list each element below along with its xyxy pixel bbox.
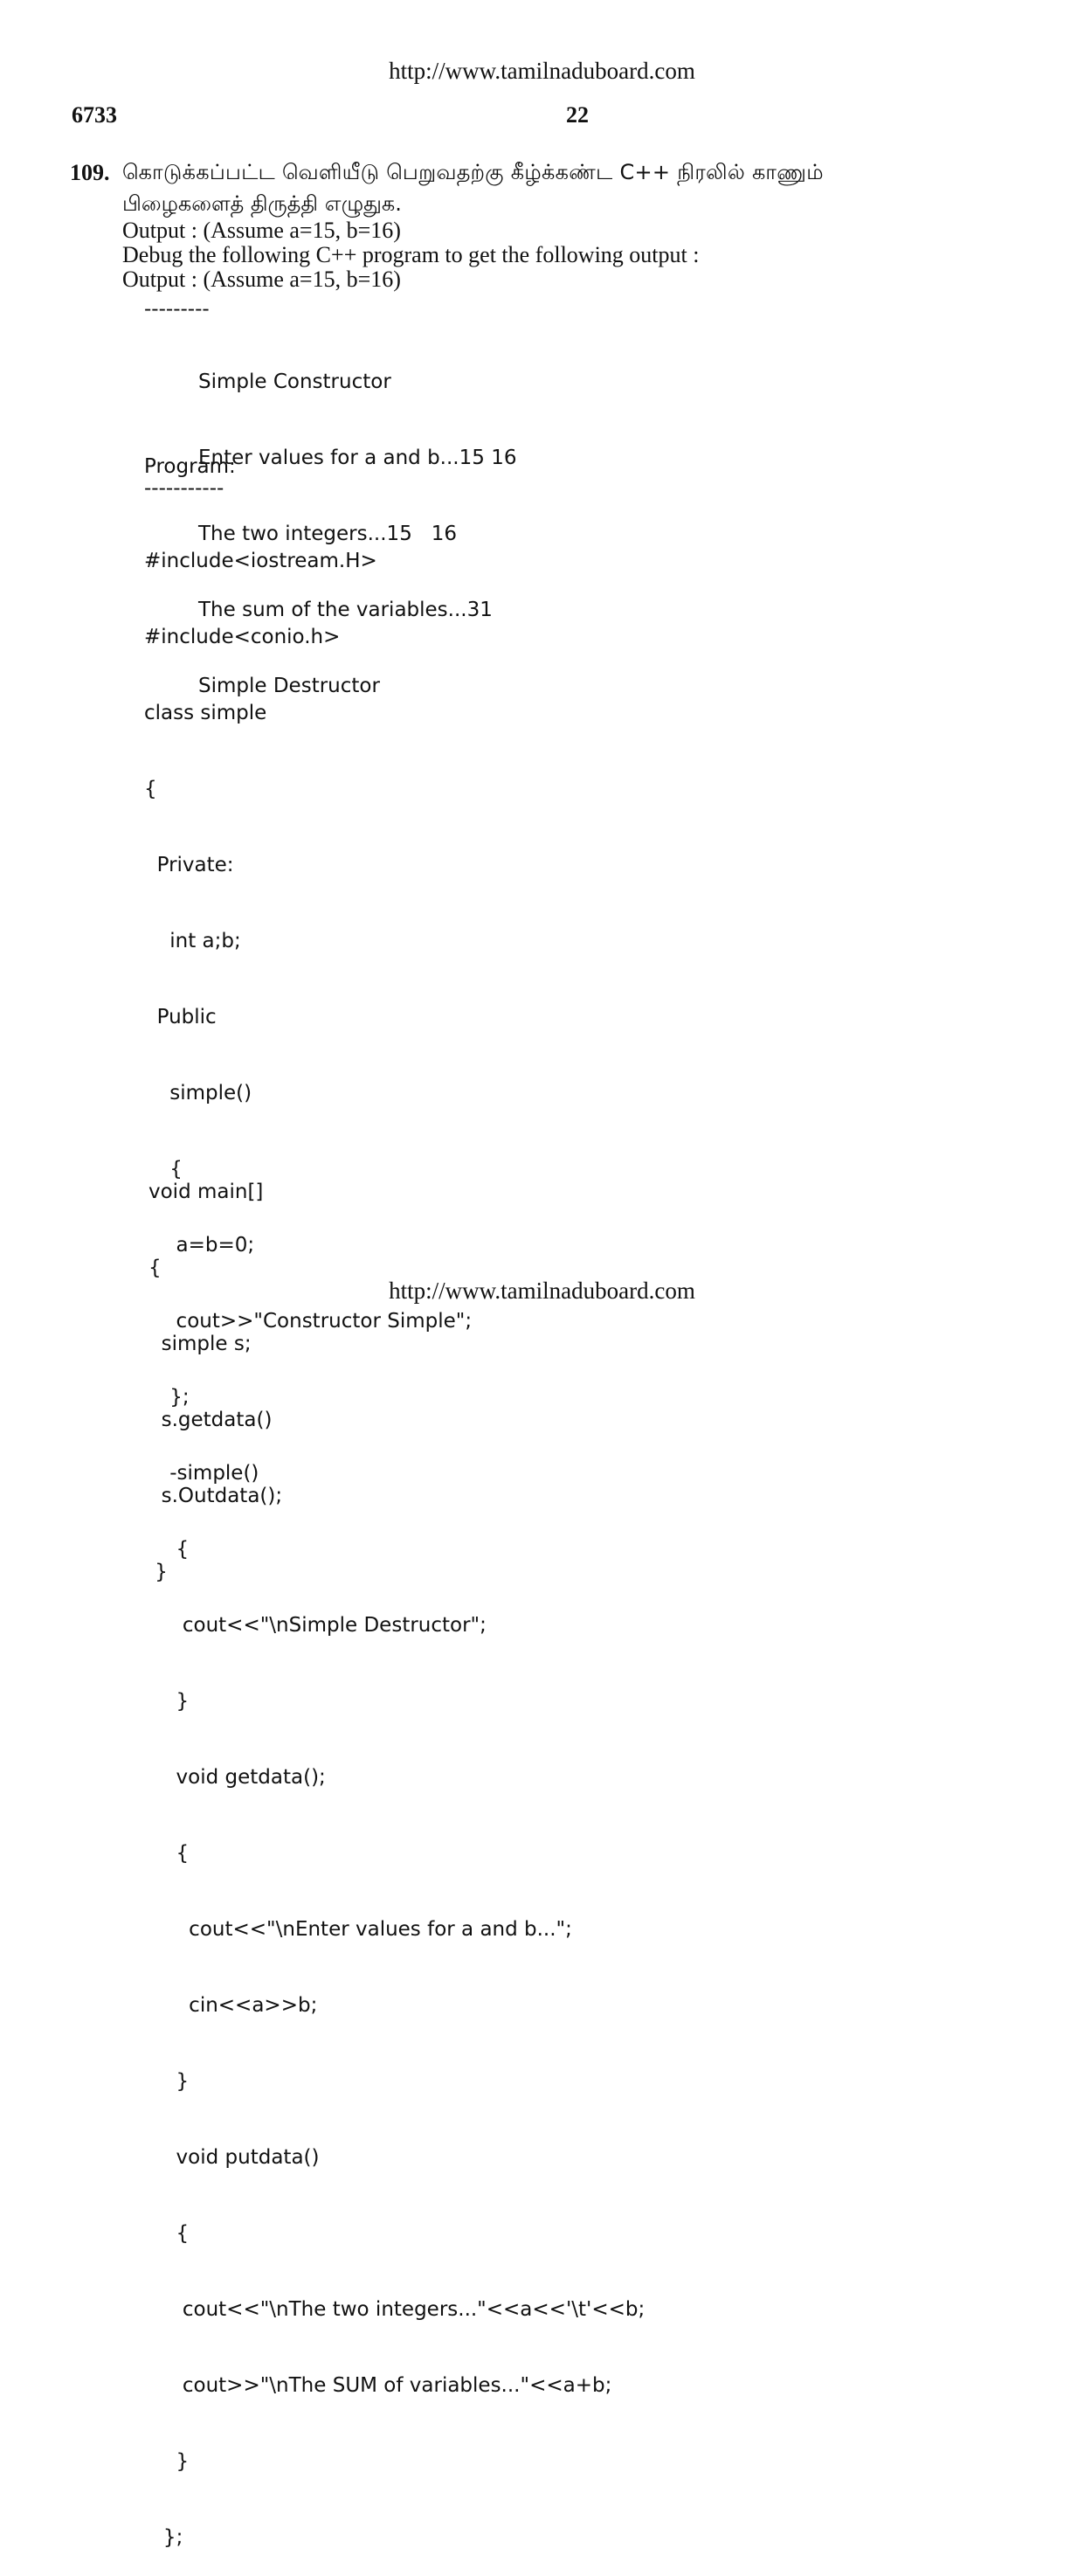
program-label: Program: — [144, 455, 236, 478]
code-line: cout>>"Constructor Simple"; — [144, 1310, 473, 1333]
program-main — [148, 1129, 282, 1610]
code-line: int a;b; — [144, 930, 241, 952]
code-line: cout<<"\nSimple Destructor"; — [144, 1614, 487, 1637]
question-tamil-line1: கொடுக்கப்பட்ட வெளியீடு பெறுவதற்கு கீழ்க்கண்ட C++ நிரலில் காணும் — [122, 160, 824, 184]
output-line: Enter values for a and b...15 16 — [198, 447, 517, 469]
paper-code: 6733 — [72, 102, 117, 128]
code-line: s.getdata() — [148, 1409, 273, 1431]
output-line: The two integers...15 16 — [198, 523, 458, 545]
code-line: } — [144, 1690, 190, 1713]
code-line: Public — [144, 1006, 217, 1028]
code-line: void getdata(); — [144, 1766, 326, 1789]
code-line: } — [148, 1561, 168, 1583]
code-line: void main[] — [148, 1181, 264, 1203]
code-line: Private: — [144, 854, 234, 876]
code-line: }; — [144, 1386, 190, 1409]
code-line: class simple — [144, 702, 267, 724]
code-line: -simple() — [144, 1462, 259, 1485]
code-line: }; — [144, 2526, 183, 2549]
code-line: { — [144, 2222, 190, 2245]
code-line: cout<<"\nEnter values for a and b..."; — [144, 1918, 572, 1941]
code-line: } — [144, 2450, 190, 2473]
code-line: } — [144, 2070, 190, 2093]
code-line: a=b=0; — [144, 1234, 255, 1257]
question-number: 109. — [70, 160, 110, 185]
output-line: Simple Destructor — [198, 675, 380, 697]
output-separator: --------- — [144, 298, 210, 321]
code-line: #include<iostream.H> — [144, 550, 377, 572]
page-number: 22 — [566, 102, 589, 128]
code-line: cout>>"\nThe SUM of variables..."<<a+b; — [144, 2374, 612, 2397]
code-line: void putdata() — [144, 2146, 320, 2169]
code-line: { — [144, 1842, 190, 1865]
output-assumption-2: Output : (Assume a=15, b=16) — [122, 267, 401, 292]
code-line: { — [144, 1158, 183, 1181]
code-line: { — [144, 1538, 190, 1561]
footer-url: http://www.tamilnaduboard.com — [389, 1278, 695, 1304]
header-url: http://www.tamilnaduboard.com — [389, 58, 695, 84]
output-line: Simple Constructor — [198, 370, 391, 393]
code-line: #include<conio.h> — [144, 626, 341, 648]
code-line: { — [148, 1257, 162, 1279]
debug-instruction: Debug the following C++ program to get the following output : — [122, 242, 700, 267]
code-line: { — [144, 778, 157, 800]
code-line: s.Outdata(); — [148, 1485, 283, 1507]
code-line: simple() — [144, 1082, 252, 1104]
question-tamil-line2: பிழைகளைத் திருத்தி எழுதுக. — [122, 191, 402, 216]
program-separator: ----------- — [144, 477, 224, 500]
code-line: cout<<"\nThe two integers..."<<a<<'\t'<<b; — [144, 2298, 646, 2321]
code-line: cin<<a>>b; — [144, 1994, 318, 2017]
output-line: The sum of the variables...31 — [198, 599, 493, 621]
code-line: simple s; — [148, 1333, 252, 1355]
output-assumption-1: Output : (Assume a=15, b=16) — [122, 218, 401, 243]
